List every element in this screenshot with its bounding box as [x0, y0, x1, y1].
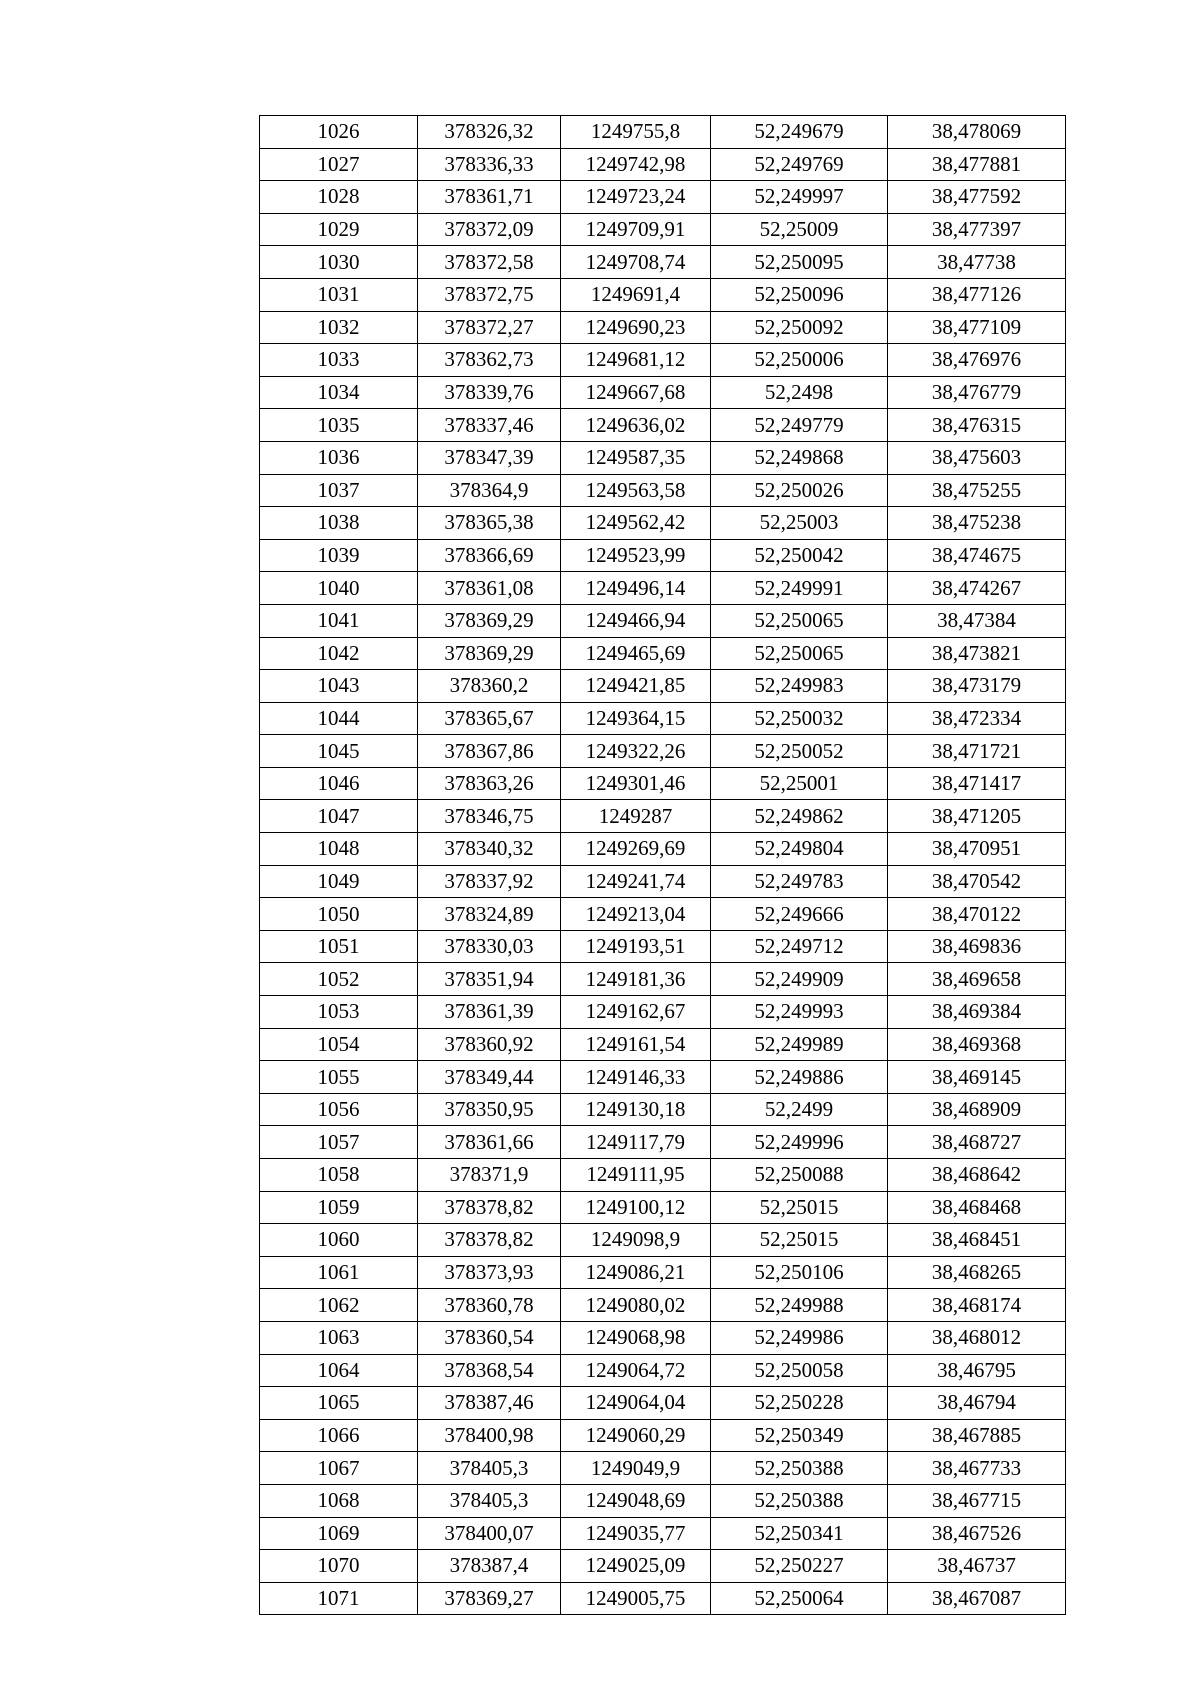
latitude-cell: 52,250026 — [711, 474, 888, 507]
x-coordinate-cell: 378369,27 — [418, 1582, 561, 1615]
y-coordinate-cell: 1249269,69 — [561, 833, 711, 866]
point-number-cell: 1064 — [260, 1354, 418, 1387]
y-coordinate-cell: 1249086,21 — [561, 1256, 711, 1289]
longitude-cell: 38,476976 — [888, 344, 1066, 377]
longitude-cell: 38,470542 — [888, 865, 1066, 898]
y-coordinate-cell: 1249111,95 — [561, 1159, 711, 1192]
point-number-cell: 1047 — [260, 800, 418, 833]
table-row — [260, 1191, 1066, 1224]
x-coordinate-cell: 378360,92 — [418, 1028, 561, 1061]
y-coordinate-cell: 1249049,9 — [561, 1452, 711, 1485]
y-coordinate-cell: 1249130,18 — [561, 1093, 711, 1126]
longitude-cell: 38,468727 — [888, 1126, 1066, 1159]
longitude-cell: 38,468012 — [888, 1321, 1066, 1354]
point-number-cell: 1057 — [260, 1126, 418, 1159]
latitude-cell: 52,25015 — [711, 1224, 888, 1257]
y-coordinate-cell: 1249496,14 — [561, 572, 711, 605]
latitude-cell: 52,250058 — [711, 1354, 888, 1387]
longitude-cell: 38,468174 — [888, 1289, 1066, 1322]
table-row — [260, 996, 1066, 1029]
point-number-cell: 1049 — [260, 865, 418, 898]
latitude-cell: 52,249666 — [711, 898, 888, 931]
point-number-cell: 1028 — [260, 181, 418, 214]
latitude-cell: 52,25015 — [711, 1191, 888, 1224]
point-number-cell: 1037 — [260, 474, 418, 507]
x-coordinate-cell: 378369,29 — [418, 604, 561, 637]
longitude-cell: 38,473821 — [888, 637, 1066, 670]
latitude-cell: 52,250052 — [711, 735, 888, 768]
longitude-cell: 38,471205 — [888, 800, 1066, 833]
table-row — [260, 1354, 1066, 1387]
latitude-cell: 52,250349 — [711, 1419, 888, 1452]
latitude-cell: 52,249886 — [711, 1061, 888, 1094]
longitude-cell: 38,477397 — [888, 213, 1066, 246]
table-row — [260, 702, 1066, 735]
table-row — [260, 767, 1066, 800]
y-coordinate-cell: 1249562,42 — [561, 507, 711, 540]
longitude-cell: 38,477592 — [888, 181, 1066, 214]
table-row — [260, 1256, 1066, 1289]
x-coordinate-cell: 378324,89 — [418, 898, 561, 931]
x-coordinate-cell: 378369,29 — [418, 637, 561, 670]
x-coordinate-cell: 378373,93 — [418, 1256, 561, 1289]
table-row — [260, 344, 1066, 377]
latitude-cell: 52,249862 — [711, 800, 888, 833]
x-coordinate-cell: 378360,54 — [418, 1321, 561, 1354]
point-number-cell: 1071 — [260, 1582, 418, 1615]
y-coordinate-cell: 1249465,69 — [561, 637, 711, 670]
y-coordinate-cell: 1249064,04 — [561, 1387, 711, 1420]
point-number-cell: 1035 — [260, 409, 418, 442]
longitude-cell: 38,467885 — [888, 1419, 1066, 1452]
point-number-cell: 1063 — [260, 1321, 418, 1354]
point-number-cell: 1043 — [260, 670, 418, 703]
x-coordinate-cell: 378371,9 — [418, 1159, 561, 1192]
longitude-cell: 38,469384 — [888, 996, 1066, 1029]
longitude-cell: 38,469368 — [888, 1028, 1066, 1061]
coordinates-table-body — [260, 116, 1066, 1615]
longitude-cell: 38,46737 — [888, 1550, 1066, 1583]
point-number-cell: 1045 — [260, 735, 418, 768]
x-coordinate-cell: 378400,98 — [418, 1419, 561, 1452]
table-row — [260, 1419, 1066, 1452]
latitude-cell: 52,250228 — [711, 1387, 888, 1420]
longitude-cell: 38,468909 — [888, 1093, 1066, 1126]
point-number-cell: 1054 — [260, 1028, 418, 1061]
table-row — [260, 1452, 1066, 1485]
table-row — [260, 1484, 1066, 1517]
longitude-cell: 38,472334 — [888, 702, 1066, 735]
x-coordinate-cell: 378340,32 — [418, 833, 561, 866]
point-number-cell: 1032 — [260, 311, 418, 344]
point-number-cell: 1050 — [260, 898, 418, 931]
point-number-cell: 1038 — [260, 507, 418, 540]
point-number-cell: 1042 — [260, 637, 418, 670]
longitude-cell: 38,470951 — [888, 833, 1066, 866]
y-coordinate-cell: 1249117,79 — [561, 1126, 711, 1159]
point-number-cell: 1046 — [260, 767, 418, 800]
y-coordinate-cell: 1249708,74 — [561, 246, 711, 279]
table-row — [260, 930, 1066, 963]
y-coordinate-cell: 1249100,12 — [561, 1191, 711, 1224]
x-coordinate-cell: 378405,3 — [418, 1452, 561, 1485]
longitude-cell: 38,476779 — [888, 376, 1066, 409]
point-number-cell: 1062 — [260, 1289, 418, 1322]
longitude-cell: 38,47738 — [888, 246, 1066, 279]
latitude-cell: 52,25009 — [711, 213, 888, 246]
latitude-cell: 52,250088 — [711, 1159, 888, 1192]
latitude-cell: 52,249996 — [711, 1126, 888, 1159]
y-coordinate-cell: 1249667,68 — [561, 376, 711, 409]
point-number-cell: 1069 — [260, 1517, 418, 1550]
x-coordinate-cell: 378372,75 — [418, 278, 561, 311]
x-coordinate-cell: 378337,46 — [418, 409, 561, 442]
longitude-cell: 38,467087 — [888, 1582, 1066, 1615]
table-row — [260, 116, 1066, 149]
y-coordinate-cell: 1249301,46 — [561, 767, 711, 800]
table-row — [260, 963, 1066, 996]
latitude-cell: 52,250006 — [711, 344, 888, 377]
y-coordinate-cell: 1249080,02 — [561, 1289, 711, 1322]
latitude-cell: 52,249993 — [711, 996, 888, 1029]
table-row — [260, 441, 1066, 474]
x-coordinate-cell: 378361,08 — [418, 572, 561, 605]
latitude-cell: 52,249997 — [711, 181, 888, 214]
point-number-cell: 1040 — [260, 572, 418, 605]
y-coordinate-cell: 1249098,9 — [561, 1224, 711, 1257]
point-number-cell: 1044 — [260, 702, 418, 735]
longitude-cell: 38,470122 — [888, 898, 1066, 931]
y-coordinate-cell: 1249060,29 — [561, 1419, 711, 1452]
latitude-cell: 52,2499 — [711, 1093, 888, 1126]
longitude-cell: 38,468265 — [888, 1256, 1066, 1289]
latitude-cell: 52,250106 — [711, 1256, 888, 1289]
point-number-cell: 1052 — [260, 963, 418, 996]
table-row — [260, 474, 1066, 507]
longitude-cell: 38,47384 — [888, 604, 1066, 637]
y-coordinate-cell: 1249146,33 — [561, 1061, 711, 1094]
x-coordinate-cell: 378378,82 — [418, 1191, 561, 1224]
point-number-cell: 1068 — [260, 1484, 418, 1517]
latitude-cell: 52,250065 — [711, 637, 888, 670]
point-number-cell: 1027 — [260, 148, 418, 181]
table-row — [260, 1028, 1066, 1061]
latitude-cell: 52,249988 — [711, 1289, 888, 1322]
table-row — [260, 213, 1066, 246]
y-coordinate-cell: 1249241,74 — [561, 865, 711, 898]
point-number-cell: 1056 — [260, 1093, 418, 1126]
y-coordinate-cell: 1249563,58 — [561, 474, 711, 507]
x-coordinate-cell: 378372,27 — [418, 311, 561, 344]
latitude-cell: 52,25003 — [711, 507, 888, 540]
x-coordinate-cell: 378350,95 — [418, 1093, 561, 1126]
latitude-cell: 52,250095 — [711, 246, 888, 279]
latitude-cell: 52,249983 — [711, 670, 888, 703]
x-coordinate-cell: 378360,78 — [418, 1289, 561, 1322]
latitude-cell: 52,249679 — [711, 116, 888, 149]
y-coordinate-cell: 1249755,8 — [561, 116, 711, 149]
longitude-cell: 38,467733 — [888, 1452, 1066, 1485]
y-coordinate-cell: 1249636,02 — [561, 409, 711, 442]
longitude-cell: 38,468451 — [888, 1224, 1066, 1257]
latitude-cell: 52,249804 — [711, 833, 888, 866]
y-coordinate-cell: 1249690,23 — [561, 311, 711, 344]
latitude-cell: 52,25001 — [711, 767, 888, 800]
point-number-cell: 1055 — [260, 1061, 418, 1094]
longitude-cell: 38,468468 — [888, 1191, 1066, 1224]
x-coordinate-cell: 378326,32 — [418, 116, 561, 149]
table-row — [260, 1126, 1066, 1159]
table-row — [260, 1321, 1066, 1354]
x-coordinate-cell: 378365,38 — [418, 507, 561, 540]
x-coordinate-cell: 378368,54 — [418, 1354, 561, 1387]
x-coordinate-cell: 378339,76 — [418, 376, 561, 409]
y-coordinate-cell: 1249691,4 — [561, 278, 711, 311]
x-coordinate-cell: 378337,92 — [418, 865, 561, 898]
y-coordinate-cell: 1249364,15 — [561, 702, 711, 735]
longitude-cell: 38,476315 — [888, 409, 1066, 442]
longitude-cell: 38,475238 — [888, 507, 1066, 540]
x-coordinate-cell: 378362,73 — [418, 344, 561, 377]
latitude-cell: 52,250032 — [711, 702, 888, 735]
x-coordinate-cell: 378372,58 — [418, 246, 561, 279]
point-number-cell: 1033 — [260, 344, 418, 377]
y-coordinate-cell: 1249681,12 — [561, 344, 711, 377]
latitude-cell: 52,249989 — [711, 1028, 888, 1061]
y-coordinate-cell: 1249523,99 — [561, 539, 711, 572]
table-row — [260, 278, 1066, 311]
x-coordinate-cell: 378378,82 — [418, 1224, 561, 1257]
x-coordinate-cell: 378387,4 — [418, 1550, 561, 1583]
table-row — [260, 311, 1066, 344]
y-coordinate-cell: 1249742,98 — [561, 148, 711, 181]
latitude-cell: 52,250042 — [711, 539, 888, 572]
latitude-cell: 52,250096 — [711, 278, 888, 311]
longitude-cell: 38,478069 — [888, 116, 1066, 149]
y-coordinate-cell: 1249287 — [561, 800, 711, 833]
table-row — [260, 246, 1066, 279]
point-number-cell: 1066 — [260, 1419, 418, 1452]
table-row — [260, 1550, 1066, 1583]
point-number-cell: 1048 — [260, 833, 418, 866]
point-number-cell: 1030 — [260, 246, 418, 279]
x-coordinate-cell: 378336,33 — [418, 148, 561, 181]
x-coordinate-cell: 378361,66 — [418, 1126, 561, 1159]
latitude-cell: 52,249779 — [711, 409, 888, 442]
y-coordinate-cell: 1249709,91 — [561, 213, 711, 246]
table-row — [260, 735, 1066, 768]
latitude-cell: 52,250227 — [711, 1550, 888, 1583]
longitude-cell: 38,471721 — [888, 735, 1066, 768]
table-row — [260, 539, 1066, 572]
longitude-cell: 38,468642 — [888, 1159, 1066, 1192]
y-coordinate-cell: 1249723,24 — [561, 181, 711, 214]
point-number-cell: 1036 — [260, 441, 418, 474]
table-row — [260, 1517, 1066, 1550]
latitude-cell: 52,250388 — [711, 1452, 888, 1485]
longitude-cell: 38,474267 — [888, 572, 1066, 605]
point-number-cell: 1061 — [260, 1256, 418, 1289]
point-number-cell: 1034 — [260, 376, 418, 409]
x-coordinate-cell: 378400,07 — [418, 1517, 561, 1550]
y-coordinate-cell: 1249035,77 — [561, 1517, 711, 1550]
point-number-cell: 1070 — [260, 1550, 418, 1583]
y-coordinate-cell: 1249466,94 — [561, 604, 711, 637]
latitude-cell: 52,250341 — [711, 1517, 888, 1550]
table-row — [260, 572, 1066, 605]
table-row — [260, 409, 1066, 442]
point-number-cell: 1060 — [260, 1224, 418, 1257]
latitude-cell: 52,249986 — [711, 1321, 888, 1354]
longitude-cell: 38,469658 — [888, 963, 1066, 996]
x-coordinate-cell: 378364,9 — [418, 474, 561, 507]
x-coordinate-cell: 378387,46 — [418, 1387, 561, 1420]
table-row — [260, 1159, 1066, 1192]
latitude-cell: 52,249783 — [711, 865, 888, 898]
y-coordinate-cell: 1249064,72 — [561, 1354, 711, 1387]
x-coordinate-cell: 378367,86 — [418, 735, 561, 768]
latitude-cell: 52,249769 — [711, 148, 888, 181]
table-row — [260, 376, 1066, 409]
x-coordinate-cell: 378360,2 — [418, 670, 561, 703]
table-row — [260, 637, 1066, 670]
longitude-cell: 38,474675 — [888, 539, 1066, 572]
point-number-cell: 1041 — [260, 604, 418, 637]
y-coordinate-cell: 1249005,75 — [561, 1582, 711, 1615]
y-coordinate-cell: 1249181,36 — [561, 963, 711, 996]
x-coordinate-cell: 378349,44 — [418, 1061, 561, 1094]
x-coordinate-cell: 378366,69 — [418, 539, 561, 572]
longitude-cell: 38,467715 — [888, 1484, 1066, 1517]
x-coordinate-cell: 378361,39 — [418, 996, 561, 1029]
table-row — [260, 1582, 1066, 1615]
table-row — [260, 181, 1066, 214]
table-row — [260, 670, 1066, 703]
point-number-cell: 1029 — [260, 213, 418, 246]
y-coordinate-cell: 1249068,98 — [561, 1321, 711, 1354]
point-number-cell: 1039 — [260, 539, 418, 572]
table-row — [260, 800, 1066, 833]
y-coordinate-cell: 1249025,09 — [561, 1550, 711, 1583]
y-coordinate-cell: 1249193,51 — [561, 930, 711, 963]
latitude-cell: 52,249909 — [711, 963, 888, 996]
longitude-cell: 38,467526 — [888, 1517, 1066, 1550]
x-coordinate-cell: 378365,67 — [418, 702, 561, 735]
x-coordinate-cell: 378372,09 — [418, 213, 561, 246]
latitude-cell: 52,249712 — [711, 930, 888, 963]
table-row — [260, 1061, 1066, 1094]
table-row — [260, 507, 1066, 540]
latitude-cell: 52,250064 — [711, 1582, 888, 1615]
longitude-cell: 38,46795 — [888, 1354, 1066, 1387]
latitude-cell: 52,249868 — [711, 441, 888, 474]
coordinates-table — [259, 115, 1066, 1615]
table-row — [260, 1093, 1066, 1126]
point-number-cell: 1059 — [260, 1191, 418, 1224]
table-row — [260, 898, 1066, 931]
point-number-cell: 1031 — [260, 278, 418, 311]
table-row — [260, 1289, 1066, 1322]
longitude-cell: 38,475603 — [888, 441, 1066, 474]
longitude-cell: 38,477881 — [888, 148, 1066, 181]
x-coordinate-cell: 378351,94 — [418, 963, 561, 996]
longitude-cell: 38,471417 — [888, 767, 1066, 800]
latitude-cell: 52,249991 — [711, 572, 888, 605]
x-coordinate-cell: 378347,39 — [418, 441, 561, 474]
table-row — [260, 1224, 1066, 1257]
y-coordinate-cell: 1249587,35 — [561, 441, 711, 474]
table-row — [260, 148, 1066, 181]
table-row — [260, 833, 1066, 866]
y-coordinate-cell: 1249161,54 — [561, 1028, 711, 1061]
latitude-cell: 52,250065 — [711, 604, 888, 637]
table-row — [260, 865, 1066, 898]
longitude-cell: 38,46794 — [888, 1387, 1066, 1420]
point-number-cell: 1058 — [260, 1159, 418, 1192]
y-coordinate-cell: 1249322,26 — [561, 735, 711, 768]
point-number-cell: 1065 — [260, 1387, 418, 1420]
latitude-cell: 52,2498 — [711, 376, 888, 409]
point-number-cell: 1067 — [260, 1452, 418, 1485]
longitude-cell: 38,469836 — [888, 930, 1066, 963]
longitude-cell: 38,469145 — [888, 1061, 1066, 1094]
x-coordinate-cell: 378363,26 — [418, 767, 561, 800]
x-coordinate-cell: 378330,03 — [418, 930, 561, 963]
latitude-cell: 52,250092 — [711, 311, 888, 344]
y-coordinate-cell: 1249421,85 — [561, 670, 711, 703]
longitude-cell: 38,475255 — [888, 474, 1066, 507]
y-coordinate-cell: 1249162,67 — [561, 996, 711, 1029]
longitude-cell: 38,477126 — [888, 278, 1066, 311]
x-coordinate-cell: 378405,3 — [418, 1484, 561, 1517]
y-coordinate-cell: 1249048,69 — [561, 1484, 711, 1517]
latitude-cell: 52,250388 — [711, 1484, 888, 1517]
longitude-cell: 38,477109 — [888, 311, 1066, 344]
point-number-cell: 1051 — [260, 930, 418, 963]
table-row — [260, 1387, 1066, 1420]
point-number-cell: 1026 — [260, 116, 418, 149]
table-row — [260, 604, 1066, 637]
point-number-cell: 1053 — [260, 996, 418, 1029]
y-coordinate-cell: 1249213,04 — [561, 898, 711, 931]
x-coordinate-cell: 378361,71 — [418, 181, 561, 214]
x-coordinate-cell: 378346,75 — [418, 800, 561, 833]
longitude-cell: 38,473179 — [888, 670, 1066, 703]
